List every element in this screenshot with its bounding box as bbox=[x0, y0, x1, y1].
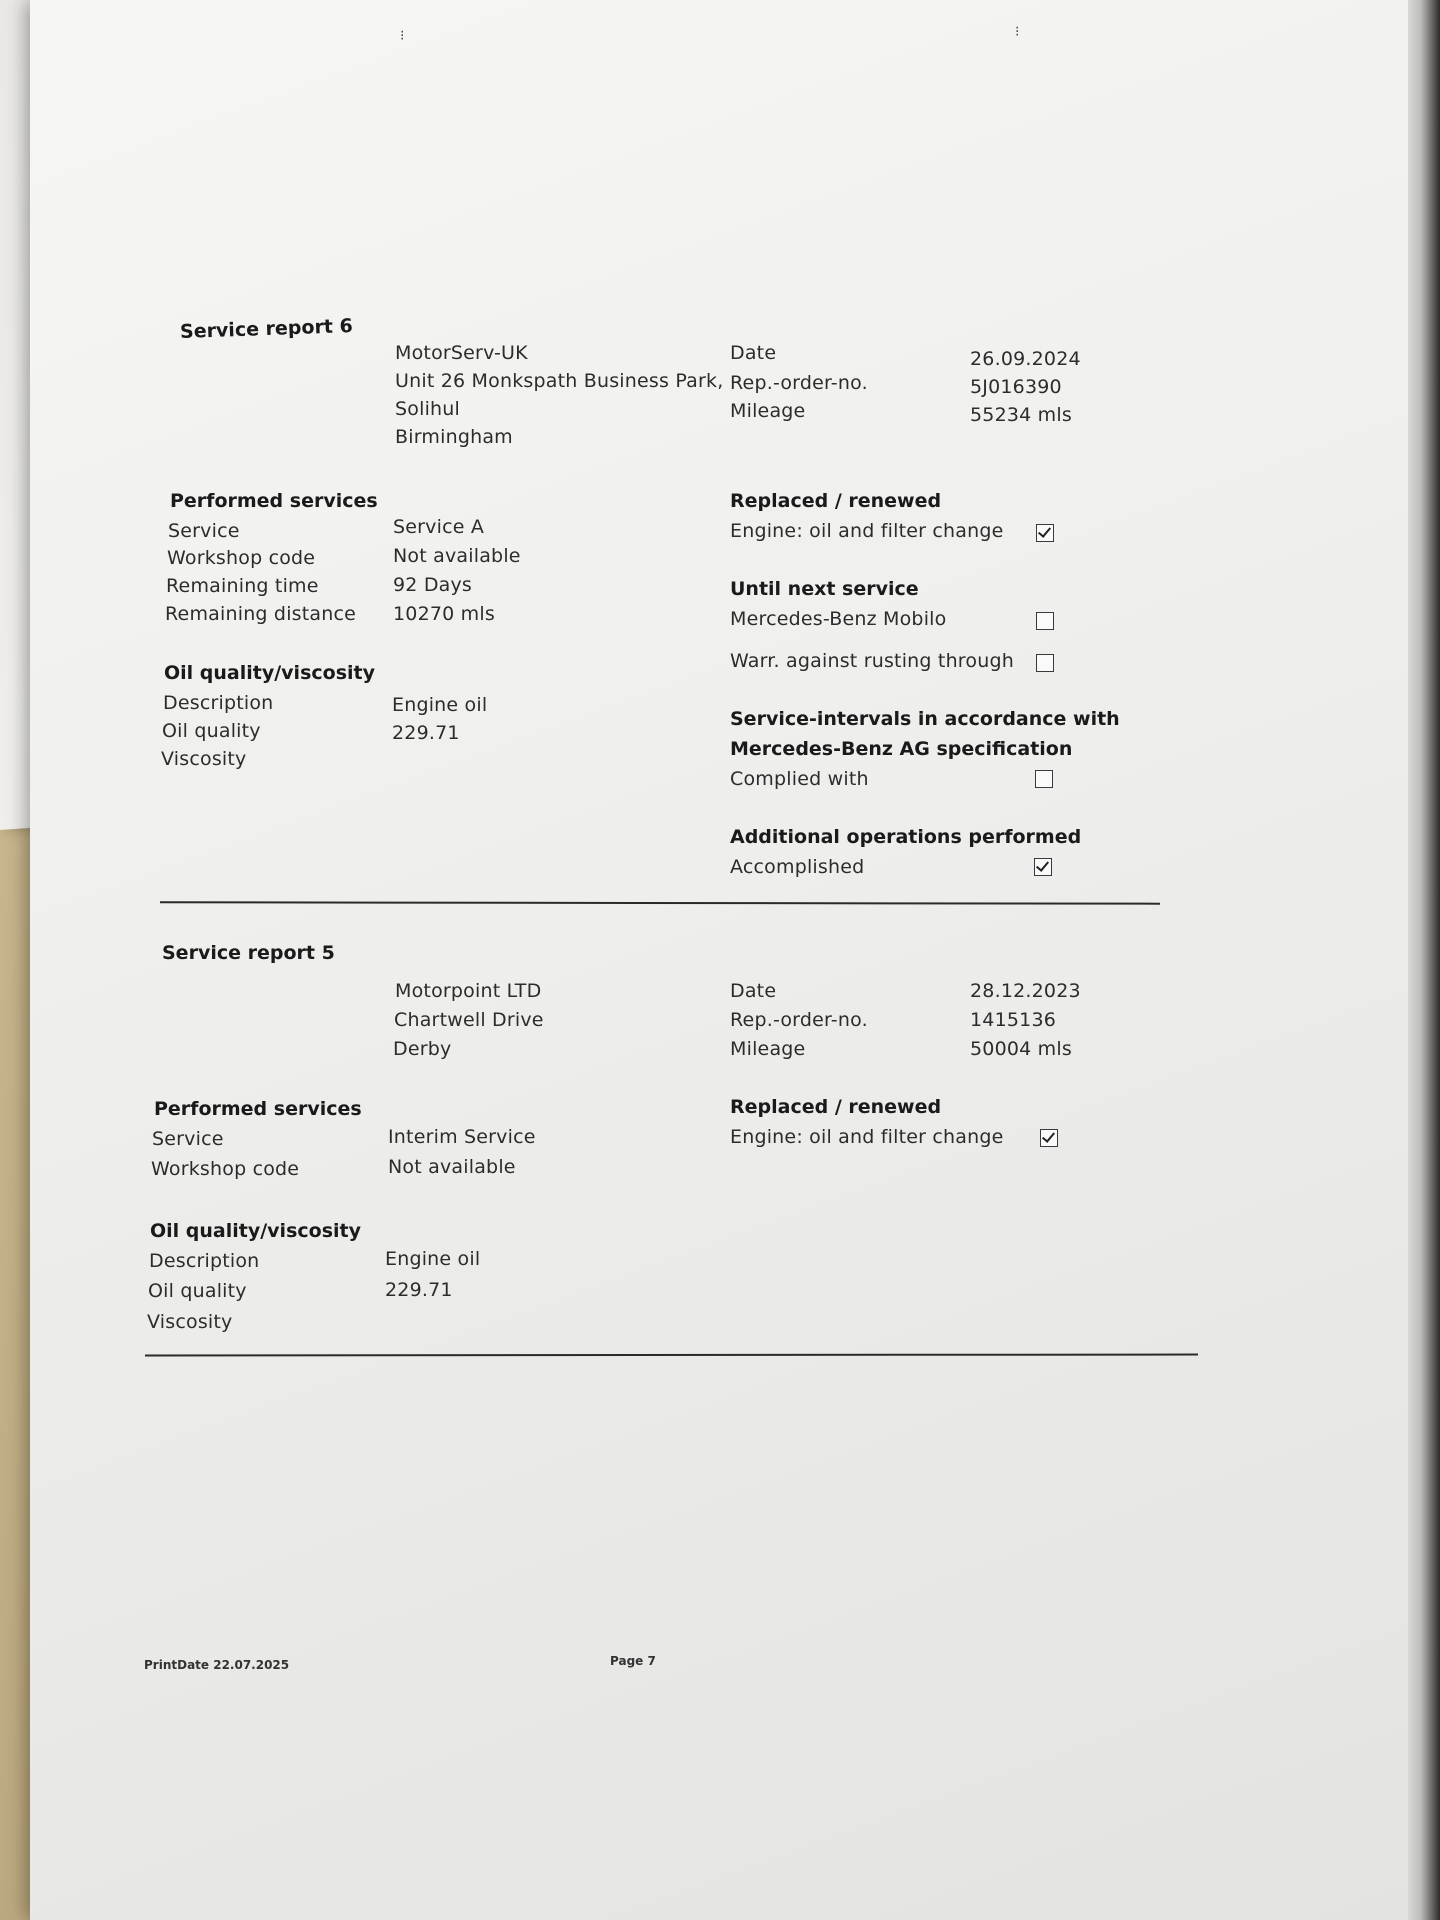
report5-oil-quality-label: Oil quality bbox=[148, 1280, 247, 1302]
report5-mileage-label: Mileage bbox=[730, 1038, 806, 1060]
report5-oil-quality-value: 229.71 bbox=[385, 1279, 453, 1301]
print-date: PrintDate 22.07.2025 bbox=[144, 1658, 290, 1672]
report5-oil-filter-label: Engine: oil and filter change bbox=[730, 1126, 1004, 1148]
report6-oil-filter-checkbox bbox=[1036, 524, 1054, 542]
report5-service-label: Service bbox=[152, 1128, 224, 1150]
report6-address-line: Birmingham bbox=[395, 426, 513, 448]
report6-oil-quality-label: Oil quality bbox=[162, 720, 261, 742]
report6-title: Service report 6 bbox=[179, 314, 354, 344]
report6-oil-quality-value: 229.71 bbox=[392, 722, 460, 744]
report6-mileage-label: Mileage bbox=[730, 400, 806, 422]
report6-address-line: Unit 26 Monkspath Business Park, bbox=[395, 370, 724, 392]
report6-accomplished-label: Accomplished bbox=[730, 856, 865, 878]
report6-intervals-heading-line1: Service-intervals in accordance with bbox=[730, 708, 1120, 730]
document-page bbox=[30, 0, 1415, 1920]
report5-title: Service report 5 bbox=[162, 942, 335, 964]
report6-order-label: Rep.-order-no. bbox=[730, 372, 868, 394]
report5-workshop-label: Workshop code bbox=[151, 1158, 300, 1180]
report6-remaining-distance-value: 10270 mls bbox=[393, 603, 495, 625]
report6-accomplished-checkbox bbox=[1034, 858, 1052, 876]
report5-performed-heading: Performed services bbox=[154, 1098, 362, 1120]
report6-mobilo-checkbox bbox=[1036, 612, 1054, 630]
report5-oil-heading: Oil quality/viscosity bbox=[150, 1220, 361, 1242]
report6-date-value: 26.09.2024 bbox=[970, 348, 1081, 370]
report6-additional-heading: Additional operations performed bbox=[730, 826, 1082, 848]
report6-rusting-label: Warr. against rusting through bbox=[730, 650, 1014, 672]
report6-intervals-heading-line2: Mercedes-Benz AG specification bbox=[730, 738, 1073, 760]
report6-workshop-label: Workshop code bbox=[167, 547, 316, 569]
report6-oil-filter-label: Engine: oil and filter change bbox=[730, 520, 1004, 542]
report5-workshop-value: Not available bbox=[388, 1156, 516, 1178]
report6-workshop-value: Not available bbox=[393, 545, 521, 567]
report6-complied-label: Complied with bbox=[730, 768, 869, 790]
report6-address-line: Solihul bbox=[395, 398, 461, 420]
report6-mileage-value: 55234 mls bbox=[970, 404, 1072, 426]
report6-complied-checkbox bbox=[1035, 770, 1053, 788]
report6-performed-heading: Performed services bbox=[170, 490, 378, 512]
report6-oil-heading: Oil quality/viscosity bbox=[164, 662, 375, 684]
report5-date-value: 28.12.2023 bbox=[970, 980, 1081, 1002]
report5-viscosity-label: Viscosity bbox=[147, 1311, 233, 1333]
report6-remaining-time-value: 92 Days bbox=[393, 574, 473, 596]
report5-oil-description-value: Engine oil bbox=[385, 1248, 481, 1270]
report6-replaced-heading: Replaced / renewed bbox=[730, 490, 942, 512]
report5-oil-filter-checkbox bbox=[1040, 1129, 1058, 1147]
report5-order-value: 1415136 bbox=[970, 1009, 1057, 1031]
report5-order-label: Rep.-order-no. bbox=[730, 1009, 868, 1031]
report6-rusting-checkbox bbox=[1036, 654, 1054, 672]
report6-remaining-time-label: Remaining time bbox=[166, 575, 319, 597]
report6-until-next-heading: Until next service bbox=[730, 578, 919, 600]
section-divider bbox=[145, 1354, 1198, 1357]
section-divider bbox=[160, 901, 1160, 904]
report5-oil-description-label: Description bbox=[149, 1250, 260, 1272]
report6-address-line: MotorServ-UK bbox=[395, 342, 528, 364]
report6-viscosity-label: Viscosity bbox=[161, 748, 247, 770]
page-number: Page 7 bbox=[610, 1654, 656, 1668]
report5-date-label: Date bbox=[730, 980, 777, 1002]
report6-oil-description-value: Engine oil bbox=[392, 694, 488, 716]
report5-address-line: Motorpoint LTD bbox=[395, 980, 542, 1002]
report5-service-value: Interim Service bbox=[388, 1126, 536, 1148]
report6-remaining-distance-label: Remaining distance bbox=[165, 603, 357, 625]
report5-address-line: Chartwell Drive bbox=[394, 1009, 544, 1031]
header-mark-right: ⁝ bbox=[1015, 24, 1020, 40]
report5-replaced-heading: Replaced / renewed bbox=[730, 1096, 942, 1118]
report6-service-value: Service A bbox=[393, 516, 485, 538]
page-edge-shadow bbox=[1408, 0, 1440, 1920]
report5-mileage-value: 50004 mls bbox=[970, 1038, 1072, 1060]
header-mark-left: ⁝ bbox=[400, 28, 405, 44]
report6-mobilo-label: Mercedes-Benz Mobilo bbox=[730, 608, 947, 630]
report6-oil-description-label: Description bbox=[163, 692, 274, 714]
report5-address-line: Derby bbox=[393, 1038, 452, 1060]
report6-date-label: Date bbox=[730, 342, 777, 364]
report6-order-value: 5J016390 bbox=[970, 376, 1062, 398]
report6-service-label: Service bbox=[168, 520, 240, 542]
